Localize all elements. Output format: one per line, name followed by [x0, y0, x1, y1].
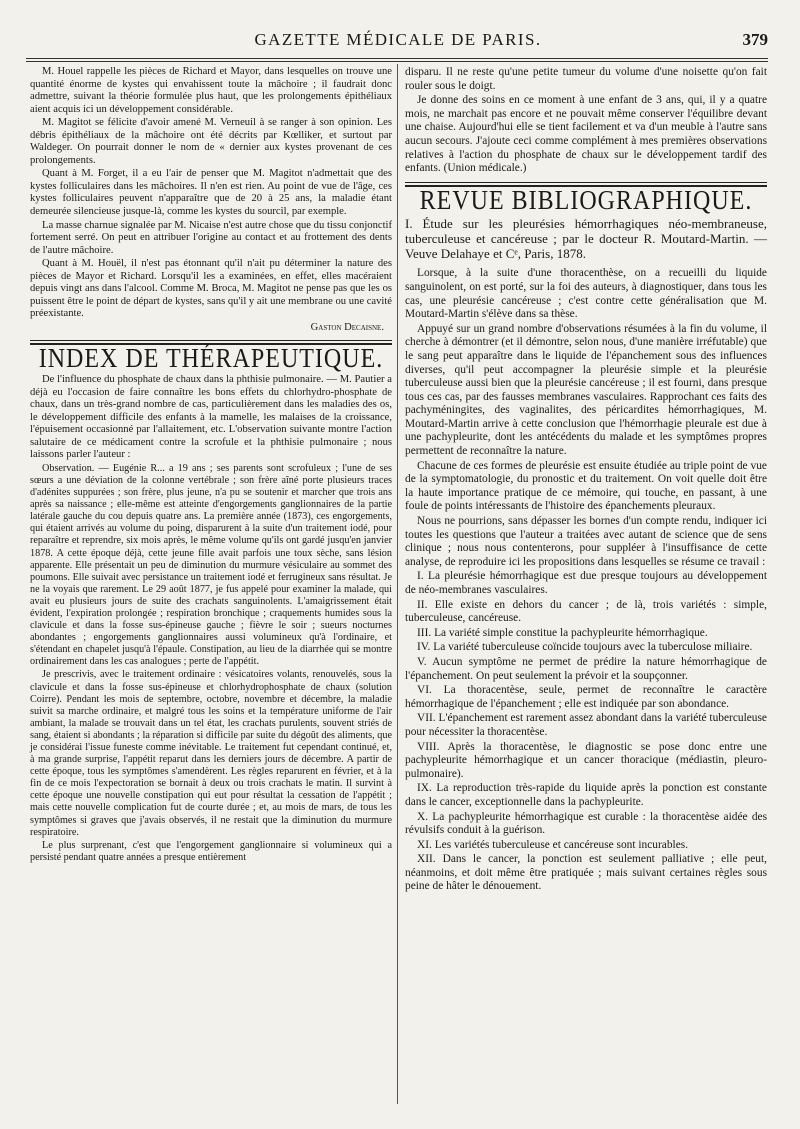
- right-column: [405, 66, 767, 895]
- paragraph: Quant à M. Houël, il n'est pas étonnant qu'il n'ait pu déterminer la nature des pièces de Mayor et Richard. Lorsqu'il les a examinées, en effet, elles macéraient depuis vingt ans dans l'alcool. Comme M. Broca, M. Magitot ne pense pas que les os puissent être le point de départ de kystes, sans qu'il y ait une membrane ou une cavité préexistante.: [30, 258, 392, 320]
- observation-paragraph: Observation. — Eugénie R... a 19 ans ; ses parents sont scrofuleux ; l'une de ses sœurs a une déviation de la colonne vertébrale ; son frère aîné porte plusieurs traces d'adénites suppurées ; son frère, plus jeune, n'a pu se soutenir et marcher que trois ans après sa naissance ; elle-même est atteinte d'engorgements ganglionnaires de la partie latérale gauche du cou depuis quatre ans. La première année (1873), ces engorgements, qui étaient arrivés au volume du poing, disparurent à la suite d'un traitement iodé, pour reparaître et reprendre, six mois après, le même volume qu'ils ont gardé jusqu'en janvier 1878. A cette époque déjà, cette jeune fille avait parfois une toux sèche, sans lésion apparente. Elle présentait un peu de diminution du murmure vésiculaire au sommet des poumons. Elle suivait avec persistance un traitement iodé et ferrugineux sans résultat. Je ne la voyais que rarement. Le 29 août 1877, je fus appelé pour examiner la malade, qui avait eu plusieurs jours de suite des crachats sanguinolents. L'amaigrissement était évident, l'expiration prolongée ; respiration bronchique ; craquements humides sous la clavicule et dans la fosse sus-épineuse gauche ; fièvre le soir ; sueurs nocturnes abondantes ; engorgements ganglionnaires aussi volumineux qu'à l'ordinaire, et s'étendant en chapelet jusqu'à l'épaule. Constipation, au lieu de la diarrhée qui se montre ordinairement dans les cas analogues ; perte de l'appétit.: [30, 462, 392, 668]
- paragraph: M. Magitot se félicite d'avoir amené M. Verneuil à se ranger à son opinion. Les débris épithéliaux de la mâchoire ont été décrits par Kœlliker, et surtout par Waldeger. On pourrait donner le nom de « dernier aux kystes provenant de ces prolongements.: [30, 117, 392, 166]
- header-rule: [26, 58, 768, 62]
- author-signature: Gaston Decaisne.: [310, 321, 384, 333]
- proposition: VII. L'épanchement est rarement assez abondant dans la variété tuberculeuse pour nécessiter la thoracentèse.: [405, 712, 767, 738]
- observation-paragraph: Je prescrivis, avec le traitement ordinaire : vésicatoires volants, renouvelés, sous la clavicule et dans la fosse sus-épineuse et chlorhydrophosphate de chaux (solution Coirre). Pendant les mois de septembre, octobre, novembre et décembre, la maladie suivit sa marche ordinaire, et malgré tous les soins et la température uniforme de l'air ambiant, la malade se trouvait dans un tel état, les crachats purulents, souvent striés de sang, étaient si abondants ; la réparation si difficile par suite du dégoût des aliments, que je considérai l'issue funeste comme inévitable. Le traitement fut cependant continué, et, à ma grande surprise, l'appétit reparut dans les derniers jours de décembre. A partir de cette époque, tous les symptômes s'amendèrent. Les règles reparurent en février, et à la fin de ce mois l'expectoration se bornait à deux ou trois crachats le matin. Il survint à cette époque une nouvelle constipation qui eut pour résultat la cessation de l'appétit ; mais cette nouvelle complication fut de courte durée ; et, au mois de mars, de tous les symptômes si graves que j'avais observés, il ne restait que la diminution du murmure respiratoire.: [30, 669, 392, 838]
- left-column: [30, 66, 392, 865]
- journal-title: GAZETTE MÉDICALE DE PARIS.: [254, 30, 542, 49]
- observation-paragraph: Le plus surprenant, c'est que l'engorgement ganglionnaire si volumineux qui a persisté pendant quatre années a presque entièrement: [30, 839, 392, 863]
- proposition: IX. La reproduction très-rapide du liquide après la ponction est constante dans le cancer, exceptionnelle dans la pachypleurite.: [405, 782, 767, 808]
- page-number: 379: [742, 30, 768, 49]
- paragraph: disparu. Il ne reste qu'une petite tumeur du volume d'une noisette qu'on fait rouler sous le doigt.: [405, 66, 767, 92]
- proposition: VIII. Après la thoracentèse, le diagnostic se pose donc entre une pachypleurite hémorrhagique et un cancer thoracique (médiastin, pleuro-pulmonaire).: [405, 740, 767, 780]
- proposition: X. La pachypleurite hémorrhagique est curable : la thoracentèse aidée des révulsifs conduit à la guérison.: [405, 810, 767, 837]
- paragraph: Chacune de ces formes de pleurésie est ensuite étudiée au triple point de vue de la symptomatologie, du pronostic et du traitement. On voit quelle doit être la haute importance pratique de ce mémoire, qui touche, en passant, à une foule de points intéressants de l'histoire des épanchements pleuraux.: [405, 459, 767, 513]
- paragraph: Je donne des soins en ce moment à une enfant de 3 ans, qui, il y a quatre mois, ne marchait pas encore et ne pouvait même conserver l'équilibre devant une chaise. Aujourd'hui elle se tient facilement et va d'un meuble à l'autre sans aucun secours. J'ajoute ceci comme complément à mes premières observations relatives à l'action du phosphate de chaux sur le développement tardif des enfants. (Union médicale.): [405, 94, 767, 175]
- paragraph: Lorsque, à la suite d'une thoracenthèse, on a recueilli du liquide sanguinolent, on est porté, sur la foi des auteurs, à diagnostiquer, dans tous les cas, une pleurésie cancéreuse ; c'est contre cette généralisation que M. Moutard-Martin s'élève dans sa thèse.: [405, 267, 767, 321]
- section-heading-index: INDEX DE THÉRAPEUTIQUE.: [38, 344, 384, 375]
- proposition: I. La pleurésie hémorrhagique est due presque toujours au développement de néo-membranes vasculaires.: [405, 570, 767, 596]
- section-heading-revue: REVUE BIBLIOGRAPHIQUE.: [419, 185, 753, 216]
- proposition: III. La variété simple constitue la pachypleurite hémorrhagique.: [417, 626, 708, 639]
- proposition: II. Elle existe en dehors du cancer ; de là, trois variétés : simple, tuberculeuse, cancéreuse.: [405, 598, 767, 625]
- paragraph: M. Houel rappelle les pièces de Richard et Mayor, dans lesquelles on trouve une quantité énorme de kystes qui envahissent toute la mâchoire ; il faudrait donc admettre, suivant la théorie formulée plus haut, que les prolongements épithéliaux aient acquis ici un développement considérable.: [30, 66, 392, 115]
- proposition: IV. La variété tuberculeuse coïncide toujours avec la tuberculose miliaire.: [417, 641, 753, 654]
- bibliography-entry: I. Étude sur les pleurésies hémorrhagiques néo-membraneuse, tuberculeuse et cancéreuse ; par le docteur R. Moutard-Martin. — Veuve Delahaye et Cᵉ, Paris, 1878.: [405, 216, 767, 262]
- proposition: VI. La thoracentèse, seule, permet de reconnaître le caractère hémorrhagique de l'épanchement ; elle est indiquée par son abondance.: [405, 684, 767, 710]
- paragraph: De l'influence du phosphate de chaux dans la phthisie pulmonaire. — M. Pautier a déjà eu l'occasion de faire connaître les bons effets du chlorhydro-phosphate de chaux, dans un très-grand nombre de cas, particulièrement dans les maladies des os, le développement difficile des enfants à la mamelle, les malaises de la croissance, l'épuisement occasionné par l'allaitement, etc. L'observation suivante montre l'action salutaire de ce médicament contre la scrofule et la phthisie pulmonaire ; nous laissons parler l'auteur :: [30, 374, 392, 461]
- column-divider: [397, 64, 398, 1104]
- paragraph: La masse charnue signalée par M. Nicaise n'est autre chose que du tissu conjonctif fortement serré. On peut en attribuer l'origine au contact et au frottement des dents de l'autre mâchoire.: [30, 219, 392, 256]
- proposition: XI. Les variétés tuberculeuse et cancéreuse sont incurables.: [417, 838, 689, 851]
- paragraph: Appuyé sur un grand nombre d'observations résumées à la fin du volume, il cherche à démontrer (et il démontre, selon nous, d'une manière irréfutable) que le sang peut apparaître dans le liquide de l'épanchement sous des influences diverses, qu'il peut accompagner la pleurésie simple et la pleurésie tuberculeuse aussi bien que la pleurésie cancéreuse ; il est fourni, dans presque tous ces cas, par des fausses membranes vasculaires. Rapprochant ces faits des pachyméningites, des vaginalites, des péricardites hémorrhagiques, M. Moutard-Martin arrive à cette conclusion que l'hémorrhagie pleurale est due à une pachypleurite, dont les antécédents du malade et les symptômes propres permettent de reconnaître la nature.: [405, 322, 767, 458]
- proposition: XII. Dans le cancer, la ponction est seulement palliative ; elle peut, néanmoins, et doit même être pratiquée ; mais suivant certaines règles sous peine de hâter le dénouement.: [405, 853, 767, 893]
- paragraph: Quant à M. Forget, il a eu l'air de penser que M. Magitot n'admettait que des kystes folliculaires dans les mâchoires. Il n'en est rien. Au point de vue de l'âge, ces kystes folliculaires peuvent n'apparaître que de 20 à 25 ans, la maladie étant demeurée silencieuse jusque-là, comme les kystes du sourcil, par exemple.: [30, 168, 392, 218]
- running-header: [28, 30, 768, 52]
- paragraph: Nous ne pourrions, sans dépasser les bornes d'un compte rendu, indiquer ici toutes les questions que l'auteur a traitées avec autant de science que de sens clinique ; nous nous contenterons, pour suppléer à l'insuffisance de cette analyse, de reproduire ici les propositions dans lesquelles se résume ce travail :: [405, 515, 767, 568]
- proposition: V. Aucun symptôme ne permet de prédire la nature hémorrhagique de l'épanchement. On peut seulement la prévoir et la soupçonner.: [405, 655, 767, 682]
